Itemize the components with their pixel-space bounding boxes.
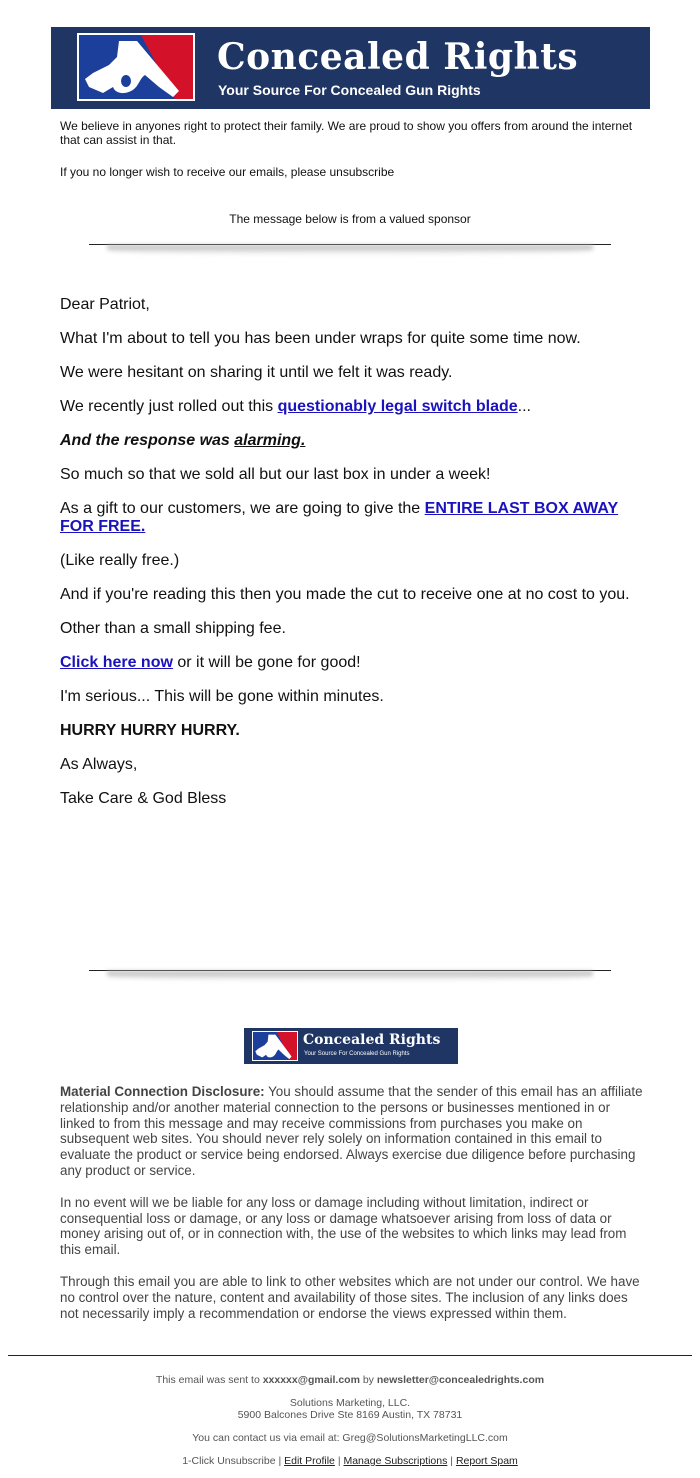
liability-disclaimer: In no event will we be liable for any loss or damage including without limitation, indirect or consequential loss or damage, or any loss or damage whatsoever arising from loss of data or money arising out of, or in connection with, the use of the websites to which links may lead from this email. — [60, 1194, 627, 1258]
footer-divider — [8, 1355, 692, 1356]
signoff: Take Care & God Bless — [60, 790, 227, 807]
switch-blade-link[interactable]: questionably legal switch blade — [277, 398, 518, 415]
edit-profile-link[interactable]: Edit Profile — [284, 1455, 335, 1467]
paragraph: HURRY HURRY HURRY. — [60, 722, 240, 739]
letter-body — [60, 296, 640, 824]
paragraph: Other than a small shipping fee. — [60, 620, 286, 637]
paragraph: I'm serious... This will be gone within minutes. — [60, 688, 384, 705]
footer-brand-title: Concealed Rights — [303, 1032, 441, 1048]
top-divider — [89, 244, 611, 245]
sent-to-line: This email was sent to xxxxxx@gmail.com by newsletter@concealedrights.com — [155, 1374, 545, 1386]
paragraph: And if you're reading this then you made the cut to receive one at no cost to you. — [60, 586, 630, 603]
paragraph: So much so that we sold all but our last box in under a week! — [60, 466, 491, 483]
sponsor-note: The message below is from a valued sponsor — [229, 212, 471, 226]
click-here-now-link[interactable]: Click here now — [60, 654, 173, 671]
external-links-disclaimer: Through this email you are able to link to other websites which are not under our control. We have no control over the nature, content and availability of those sites. The inclusion of any links does not necessarily imply a recommendation or endorse the views expressed within them. — [60, 1273, 640, 1321]
paragraph: We recently just rolled out this questionably legal switch blade... — [60, 398, 531, 415]
unsubscribe-line: If you no longer wish to receive our emails, please unsubscribe — [60, 165, 395, 179]
footer-brand-subtitle: Your Source For Concealed Gun Rights — [304, 1051, 410, 1057]
disclosure-section — [60, 1084, 645, 1337]
one-click-unsubscribe-link[interactable]: 1-Click Unsubscribe — [182, 1455, 276, 1467]
header-banner — [51, 27, 650, 109]
paragraph: What I'm about to tell you has been under wraps for quite some time now. — [60, 330, 581, 347]
gun-logo-icon — [77, 33, 195, 101]
email-footer — [0, 1374, 700, 1478]
footer-brand-banner — [244, 1028, 458, 1064]
paragraph: And the response was alarming. — [60, 432, 306, 449]
gun-logo-icon — [252, 1031, 298, 1061]
mission-statement: We believe in anyones right to protect their family. We are proud to show you offers from around the internet that can assist in that. — [60, 119, 633, 147]
paragraph: (Like really free.) — [60, 552, 180, 569]
paragraph: We were hesitant on sharing it until we felt it was ready. — [60, 364, 453, 381]
brand-title: Concealed Rights — [217, 36, 579, 78]
report-spam-link[interactable]: Report Spam — [455, 1455, 518, 1467]
material-connection-disclosure: Material Connection Disclosure: You should assume that the sender of this email has an affiliate relationship and/or another material connection to the persons or businesses mentioned in or linked to from this message and may receive commissions from purchases you make on subsequent web sites. You should never rely solely on information contained in this email to evaluate the product or service being endorsed. Always exercise due diligence before purchasing any product or service. — [60, 1084, 643, 1178]
manage-subscriptions-link[interactable]: Manage Subscriptions — [343, 1455, 448, 1467]
company-address: Solutions Marketing, LLC. 5900 Balcones Drive Ste 8169 Austin, TX 78731 — [237, 1397, 463, 1421]
unsubscribe-link[interactable]: unsubscribe — [329, 165, 395, 179]
paragraph: As a gift to our customers, we are going to give the ENTIRE LAST BOX AWAY FOR FREE. — [60, 500, 619, 535]
free-box-link[interactable]: ENTIRE LAST BOX AWAY FOR FREE. — [60, 500, 619, 535]
bottom-divider — [89, 970, 611, 971]
closing: As Always, — [60, 756, 138, 773]
intro-section — [60, 119, 650, 179]
contact-line: You can contact us via email at: Greg@SolutionsMarketingLLC.com — [192, 1432, 508, 1444]
brand-subtitle: Your Source For Concealed Gun Rights — [218, 82, 481, 98]
footer-links: 1-Click Unsubscribe | Edit Profile | Manage Subscriptions | Report Spam — [182, 1455, 518, 1467]
paragraph: Click here now or it will be gone for good! — [60, 654, 361, 671]
greeting: Dear Patriot, — [60, 296, 150, 313]
